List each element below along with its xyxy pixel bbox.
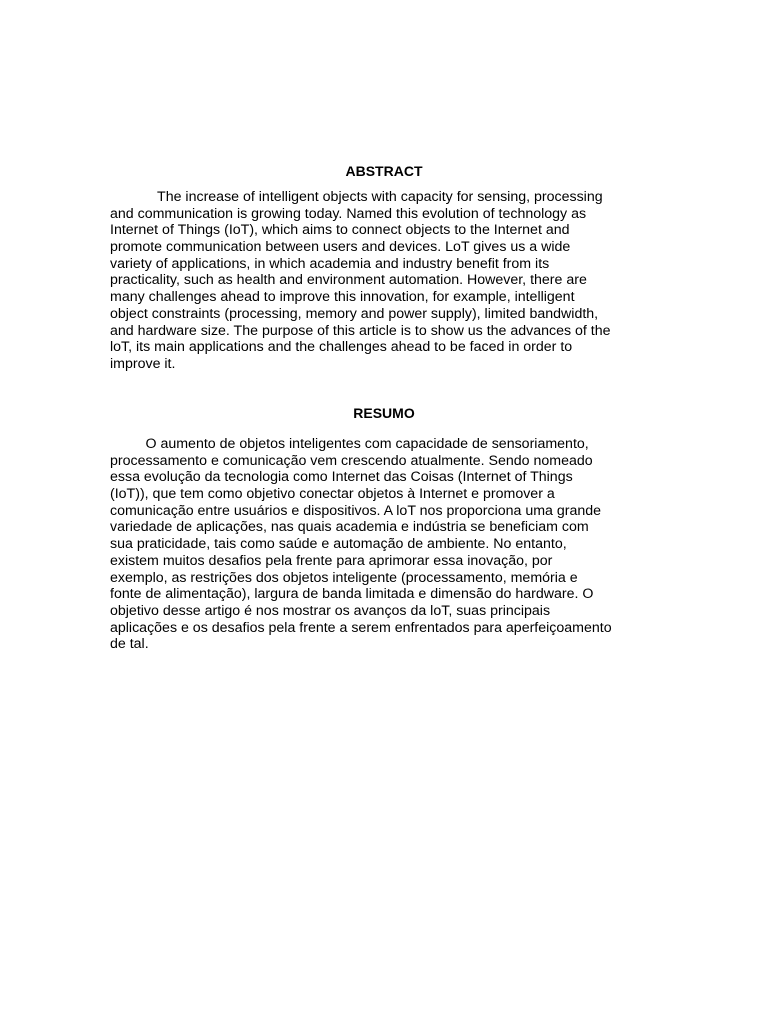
resumo-line: existem muitos desafios pela frente para aprimorar essa inovação, por <box>110 552 553 569</box>
abstract-line: loT, its main applications and the challenges ahead to be faced in order to <box>110 339 573 356</box>
resumo-line: de tal. <box>110 636 149 653</box>
abstract-line: The increase of intelligent objects with capacity for sensing, processing <box>110 189 603 205</box>
abstract-line: improve it. <box>110 355 176 372</box>
resumo-paragraph <box>110 436 670 653</box>
resumo-line: objetivo desse artigo é nos mostrar os avanços da loT, suas principais <box>110 602 551 619</box>
resumo-line: processamento e comunicação vem crescendo atualmente. Sendo nomeado <box>110 452 593 469</box>
resumo-line: (IoT)), que tem como objetivo conectar objetos à Internet e promover a <box>110 486 555 503</box>
abstract-line: Internet of Things (IoT), which aims to connect objects to the Internet and <box>110 222 570 239</box>
resumo-line: aplicações e os desafios pela frente a serem enfrentados para aperfeiçoamento <box>110 619 612 636</box>
abstract-line: many challenges ahead to improve this innovation, for example, intelligent <box>110 289 575 306</box>
resumo-line: sua praticidade, tais como saúde e automação de ambiente. No entanto, <box>110 536 567 553</box>
resumo-line: essa evolução da tecnologia como Internet das Coisas (Internet of Things <box>110 469 573 486</box>
resumo-line: fonte de alimentação), largura de banda limitada e dimensão do hardware. O <box>110 586 594 603</box>
resumo-line: variedade de aplicações, nas quais academia e indústria se beneficiam com <box>110 519 589 536</box>
abstract-line: and communication is growing today. Named this evolution of technology as <box>110 205 587 222</box>
resumo-heading: RESUMO <box>353 405 415 421</box>
resumo-line: exemplo, as restrições dos objetos inteligente (processamento, memória e <box>110 569 578 586</box>
resumo-line: comunicação entre usuários e dispositivos. A loT nos proporciona uma grande <box>110 502 602 519</box>
abstract-line: promote communication between users and devices. LoT gives us a wide <box>110 239 571 256</box>
abstract-paragraph <box>110 189 670 373</box>
abstract-heading: ABSTRACT <box>345 163 423 179</box>
resumo-line: O aumento de objetos inteligentes com capacidade de sensoriamento, <box>110 436 589 452</box>
abstract-line: and hardware size. The purpose of this article is to show us the advances of the <box>110 322 611 339</box>
abstract-line: practicality, such as health and environment automation. However, there are <box>110 272 587 289</box>
abstract-line: object constraints (processing, memory and power supply), limited bandwidth, <box>110 305 599 322</box>
abstract-line: variety of applications, in which academia and industry benefit from its <box>110 255 550 272</box>
